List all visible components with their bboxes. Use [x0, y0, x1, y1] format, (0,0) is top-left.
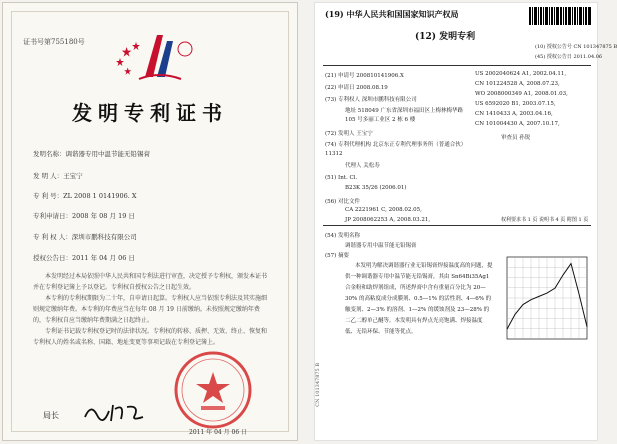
sipo-emblem-icon	[115, 27, 199, 89]
patentee-address: 地址 518049 广东省深圳市福田区上梅林梅华路 105 号多丽工业区 2 栋 6 楼	[345, 108, 464, 123]
patentee: (73) 专利权人 深圳市鹏科技有限公司	[325, 97, 417, 103]
invention-title: 调谐器专用中温节能无铅锡膏	[345, 243, 417, 249]
barcode-icon	[529, 7, 591, 25]
examiner: 审查员 孙锐	[501, 135, 531, 141]
abstract-label: (57) 摘要	[325, 253, 350, 259]
director-label: 局长	[43, 411, 59, 420]
cited-reference: CN 101224528 A, 2008.07.23,	[475, 81, 560, 87]
director-signature-icon	[81, 401, 151, 423]
certificate-paragraph: 本发明经过本局依照中华人民共和国专利法进行审查，决定授予专利权，颁发本证书并在专利登记簿上予以登记。专利权自授权公告之日起生效。	[33, 273, 268, 291]
cited-reference: CN 1410433 A, 2003.04.16,	[475, 111, 553, 117]
field-patent-number: 专 利 号：ZL 2008 1 0141906. X	[33, 192, 137, 200]
cited-reference: CA 2221961 C, 2008.02.05,	[345, 207, 422, 213]
certificate-body	[33, 271, 267, 348]
section-divider	[323, 225, 591, 226]
certificate-date: 2011 年 04 月 06 日	[189, 429, 248, 436]
patent-certificate	[2, 2, 298, 441]
publication-date: (45) 授权公告日 2011.04.06	[535, 54, 603, 60]
abstract-text: 本发明为解决调谐器行业无铅锡膏焊接温度高的问题，提供一种调谐器专用中温节能无铅锡膏，其由 Sn64Bi35Ag1 合金粉和助焊剂组成，所述焊膏中含有重量百分比为 20—30% 的高粘度成分成膜剂、0.5—1% 的活性剂、4—6% 的触变剂、2—3% 的溶剂、1—2% 的缓蚀剂及 23—28% 的二乙二醇单己醚等。本发明具有焊点光亮饱满、焊接温度低、无铅环保、节能等优点。	[345, 263, 493, 335]
int-cl: (51) Int. Cl.	[325, 175, 358, 181]
certificate-paragraph: 专利证书记载专利权登记时的法律状况。专利权的转移、质押、无效、终止、恢复和专利权人的姓名或名称、国籍、地址变更等事项记载在专利登记簿上。	[33, 328, 268, 346]
field-grant-date: 授权公告日：2011 年 04 月 06 日	[33, 254, 135, 262]
field-application-date: 专利申请日：2008 年 08 月 19 日	[33, 212, 135, 220]
int-cl-value: B23K 35/26 (2006.01)	[345, 185, 407, 191]
field-invention-name: 发明名称：调谐器专用中温节能无铅锡膏	[33, 150, 150, 158]
cited-reference: US 2002040624 A1, 2002.04.11,	[475, 71, 567, 77]
certificate-number: 证书号第755180号	[23, 38, 85, 46]
field-patentee: 专 利 权 人：深圳市鹏科技有限公司	[33, 233, 137, 241]
inventor: (72) 发明人 王宝宁	[325, 131, 373, 137]
office-header: (19) 中华人民共和国国家知识产权局	[325, 9, 459, 19]
certificate-paragraph: 本专利的专利权期限为二十年，自申请日起算。专利权人应当依照专利法及其实施细则规定缴纳年费。本专利的年费应当在每年 08 月 19 日前缴纳。未按照规定缴纳年费的，专利权自应当缴纳年费期满之日起终止。	[33, 295, 268, 324]
cited-references: (56) 对比文件	[325, 199, 361, 205]
cited-reference: WO 2008000349 A1, 2008.01.03,	[475, 91, 568, 97]
page-count: 权利要求书 1 页 说明书 4 页 附图 1 页	[501, 217, 589, 223]
patent-publication	[314, 2, 617, 441]
header-divider	[323, 65, 591, 66]
application-number: (21) 申请号 200810141906.X	[325, 73, 404, 79]
cited-reference: US 6592020 B1, 2003.07.15,	[475, 101, 556, 107]
field-inventor: 发 明 人：王宝宁	[33, 172, 83, 180]
patent-agency: (74) 专利代理机构 北京东正专利代理事务所（普通合伙）11312	[325, 142, 467, 157]
application-date: (22) 申请日 2008.08.19	[325, 85, 388, 91]
cited-reference: CN 101004430 A, 2007.10.17,	[475, 121, 560, 127]
invention-title-label: (54) 发明名称	[325, 233, 361, 239]
side-publication-number: CN 101347875 B	[315, 363, 321, 407]
agent: 代理人 关松寿	[345, 163, 380, 169]
cited-reference: JP 2008062253 A, 2008.03.21,	[345, 217, 431, 223]
document-type: (12) 发明专利	[415, 32, 476, 42]
official-seal-icon	[173, 350, 253, 430]
certificate-title: 发明专利证书	[72, 101, 228, 125]
publication-number: (10) 授权公告号 CN 101347875 B	[535, 44, 617, 50]
abstract-figure	[501, 253, 591, 345]
